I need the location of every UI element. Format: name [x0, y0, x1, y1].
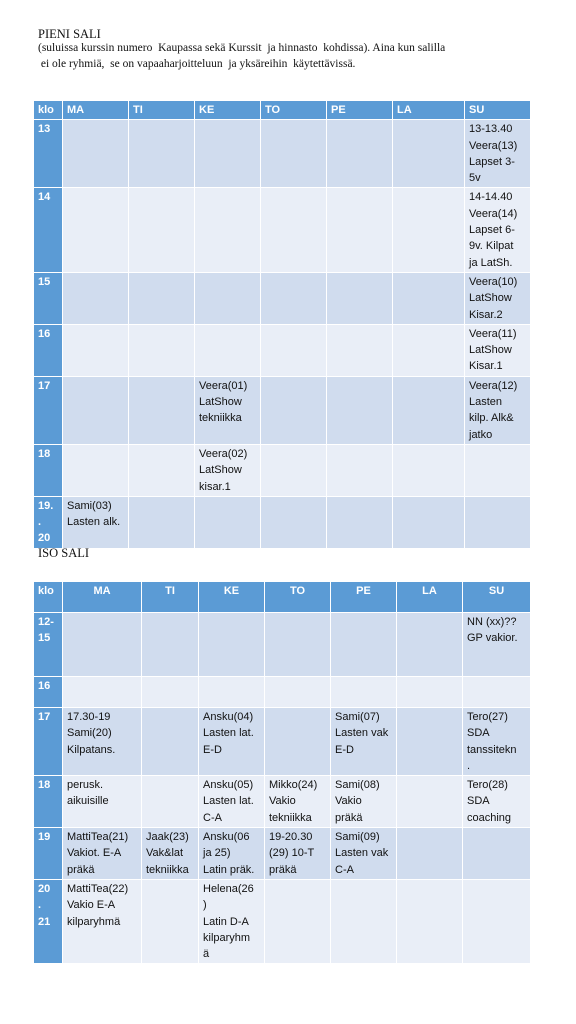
schedule-cell-su: Veera(11) LatShow Kisar.1 [465, 324, 531, 376]
column-header-su: SU [465, 101, 531, 120]
schedule-cell-ti [129, 376, 195, 444]
pieni-sali-schedule-table [33, 100, 531, 549]
schedule-cell-ke: Veera(01) LatShow tekniikka [195, 376, 261, 444]
column-header-ma: MA [63, 582, 142, 613]
schedule-cell-ke: Ansku(04) Lasten lat. E-D [199, 708, 265, 776]
schedule-cell-la [393, 188, 465, 272]
table-row [34, 376, 531, 444]
schedule-cell-to [261, 376, 327, 444]
schedule-cell-to [265, 677, 331, 708]
table-row [34, 613, 531, 677]
column-header-ma: MA [63, 101, 129, 120]
schedule-cell-ma [63, 188, 129, 272]
table-row [34, 677, 531, 708]
schedule-cell-su: Tero(27) SDA tanssitekn . [463, 708, 531, 776]
schedule-cell-ti [129, 324, 195, 376]
time-cell: 17 [34, 708, 63, 776]
schedule-cell-ke [195, 324, 261, 376]
schedule-cell-su [465, 496, 531, 548]
schedule-cell-la [393, 324, 465, 376]
schedule-cell-la [393, 120, 465, 188]
schedule-cell-la [397, 776, 463, 828]
time-cell: 14 [34, 188, 63, 272]
schedule-cell-la [393, 444, 465, 496]
schedule-cell-ti [129, 496, 195, 548]
time-cell: 13 [34, 120, 63, 188]
schedule-cell-ti [129, 120, 195, 188]
note-line-2: ei ole ryhmiä, se on vapaaharjoitteluun ja yksäreihin käytettävissä. [38, 58, 356, 70]
note-line-1: (suluissa kurssin numero Kaupassa sekä Kurssit ja hinnasto kohdissa). Aina kun salilla [38, 42, 446, 54]
schedule-cell-ma [63, 120, 129, 188]
schedule-cell-ti [142, 879, 199, 963]
table-header-row [34, 101, 531, 120]
schedule-cell-pe [327, 496, 393, 548]
schedule-cell-pe: Sami(09) Lasten vak C-A [331, 828, 397, 880]
column-header-pe: PE [331, 582, 397, 613]
schedule-cell-ma [63, 613, 142, 677]
schedule-cell-ke [195, 120, 261, 188]
schedule-cell-ti [129, 188, 195, 272]
schedule-cell-ti [142, 776, 199, 828]
schedule-cell-ti: Jaak(23) Vak&lat tekniikka [142, 828, 199, 880]
schedule-cell-su: NN (xx)?? GP vakior. [463, 613, 531, 677]
schedule-cell-su [463, 879, 531, 963]
schedule-cell-pe [327, 324, 393, 376]
schedule-cell-to [261, 324, 327, 376]
table-header-row [34, 582, 531, 613]
schedule-cell-to [261, 444, 327, 496]
schedule-cell-pe [327, 120, 393, 188]
schedule-cell-pe [331, 879, 397, 963]
table-row [34, 272, 531, 324]
schedule-cell-su: Veera(12) Lasten kilp. Alk& jatko [465, 376, 531, 444]
schedule-cell-pe [327, 444, 393, 496]
column-header-su: SU [463, 582, 531, 613]
schedule-cell-ti [142, 613, 199, 677]
schedule-cell-to [261, 120, 327, 188]
schedule-cell-ma [63, 376, 129, 444]
schedule-cell-la [397, 613, 463, 677]
schedule-cell-ke [199, 677, 265, 708]
schedule-cell-pe [331, 677, 397, 708]
schedule-cell-to [261, 272, 327, 324]
time-cell: 17 [34, 376, 63, 444]
column-header-ti: TI [129, 101, 195, 120]
column-header-ke: KE [195, 101, 261, 120]
schedule-cell-pe: Sami(08) Vakio präkä [331, 776, 397, 828]
schedule-cell-ma: MattiTea(21) Vakiot. E-A präkä [63, 828, 142, 880]
table-row [34, 120, 531, 188]
schedule-cell-ti [142, 708, 199, 776]
schedule-cell-ma: MattiTea(22) Vakio E-A kilparyhmä [63, 879, 142, 963]
schedule-cell-ke [195, 496, 261, 548]
schedule-cell-su: 14-14.40 Veera(14) Lapset 6- 9v. Kilpat ja LatSh. [465, 188, 531, 272]
schedule-cell-ma [63, 324, 129, 376]
schedule-cell-pe: Sami(07) Lasten vak E-D [331, 708, 397, 776]
schedule-cell-pe [327, 272, 393, 324]
table-row [34, 444, 531, 496]
time-cell: 19 [34, 828, 63, 880]
time-cell: 18 [34, 776, 63, 828]
column-header-klo: klo [34, 582, 63, 613]
iso-sali-schedule-table [33, 581, 531, 964]
schedule-cell-la [397, 828, 463, 880]
schedule-cell-su: Veera(10) LatShow Kisar.2 [465, 272, 531, 324]
time-cell: 18 [34, 444, 63, 496]
schedule-cell-ma [63, 272, 129, 324]
schedule-cell-ma [63, 444, 129, 496]
table-row [34, 879, 531, 963]
schedule-cell-pe [327, 188, 393, 272]
column-header-to: TO [265, 582, 331, 613]
schedule-cell-to [261, 496, 327, 548]
time-cell: 16 [34, 324, 63, 376]
schedule-cell-to: 19-20.30 (29) 10-T präkä [265, 828, 331, 880]
schedule-cell-la [397, 708, 463, 776]
schedule-cell-la [397, 677, 463, 708]
schedule-cell-pe [331, 613, 397, 677]
schedule-cell-ma: Sami(03) Lasten alk. [63, 496, 129, 548]
schedule-cell-ke: Ansku(06 ja 25) Latin präk. [199, 828, 265, 880]
schedule-cell-su [463, 828, 531, 880]
table-row [34, 324, 531, 376]
schedule-cell-su: 13-13.40 Veera(13) Lapset 3- 5v [465, 120, 531, 188]
table-row [34, 496, 531, 548]
schedule-cell-ti [129, 272, 195, 324]
time-cell: 15 [34, 272, 63, 324]
iso-sali-title: ISO SALI [38, 546, 90, 560]
column-header-la: LA [397, 582, 463, 613]
table-row [34, 188, 531, 272]
column-header-ke: KE [199, 582, 265, 613]
column-header-ti: TI [142, 582, 199, 613]
schedule-cell-ti [129, 444, 195, 496]
table-row [34, 708, 531, 776]
pieni-sali-title: PIENI SALI [38, 27, 101, 41]
column-header-pe: PE [327, 101, 393, 120]
schedule-cell-ke: Veera(02) LatShow kisar.1 [195, 444, 261, 496]
schedule-cell-to [265, 879, 331, 963]
schedule-cell-la [393, 496, 465, 548]
column-header-to: TO [261, 101, 327, 120]
table-row [34, 828, 531, 880]
schedule-cell-to [261, 188, 327, 272]
schedule-cell-ma: 17.30-19 Sami(20) Kilpatans. [63, 708, 142, 776]
schedule-cell-to: Mikko(24) Vakio tekniikka [265, 776, 331, 828]
schedule-cell-to [265, 708, 331, 776]
schedule-cell-to [265, 613, 331, 677]
schedule-cell-ke [199, 613, 265, 677]
time-cell: 12- 15 [34, 613, 63, 677]
schedule-cell-ke [195, 272, 261, 324]
schedule-cell-ke: Ansku(05) Lasten lat. C-A [199, 776, 265, 828]
schedule-cell-ma: perusk. aikuisille [63, 776, 142, 828]
schedule-cell-la [397, 879, 463, 963]
schedule-cell-la [393, 376, 465, 444]
time-cell: 16 [34, 677, 63, 708]
schedule-cell-ke: Helena(26 ) Latin D-A kilparyhm ä [199, 879, 265, 963]
schedule-cell-su: Tero(28) SDA coaching [463, 776, 531, 828]
table-row [34, 776, 531, 828]
time-cell: 20 . 21 [34, 879, 63, 963]
schedule-cell-ti [142, 677, 199, 708]
schedule-cell-pe [327, 376, 393, 444]
schedule-cell-ma [63, 677, 142, 708]
column-header-klo: klo [34, 101, 63, 120]
schedule-cell-ke [195, 188, 261, 272]
column-header-la: LA [393, 101, 465, 120]
schedule-cell-su [463, 677, 531, 708]
schedule-cell-la [393, 272, 465, 324]
schedule-cell-su [465, 444, 531, 496]
time-cell: 19. . 20 [34, 496, 63, 548]
